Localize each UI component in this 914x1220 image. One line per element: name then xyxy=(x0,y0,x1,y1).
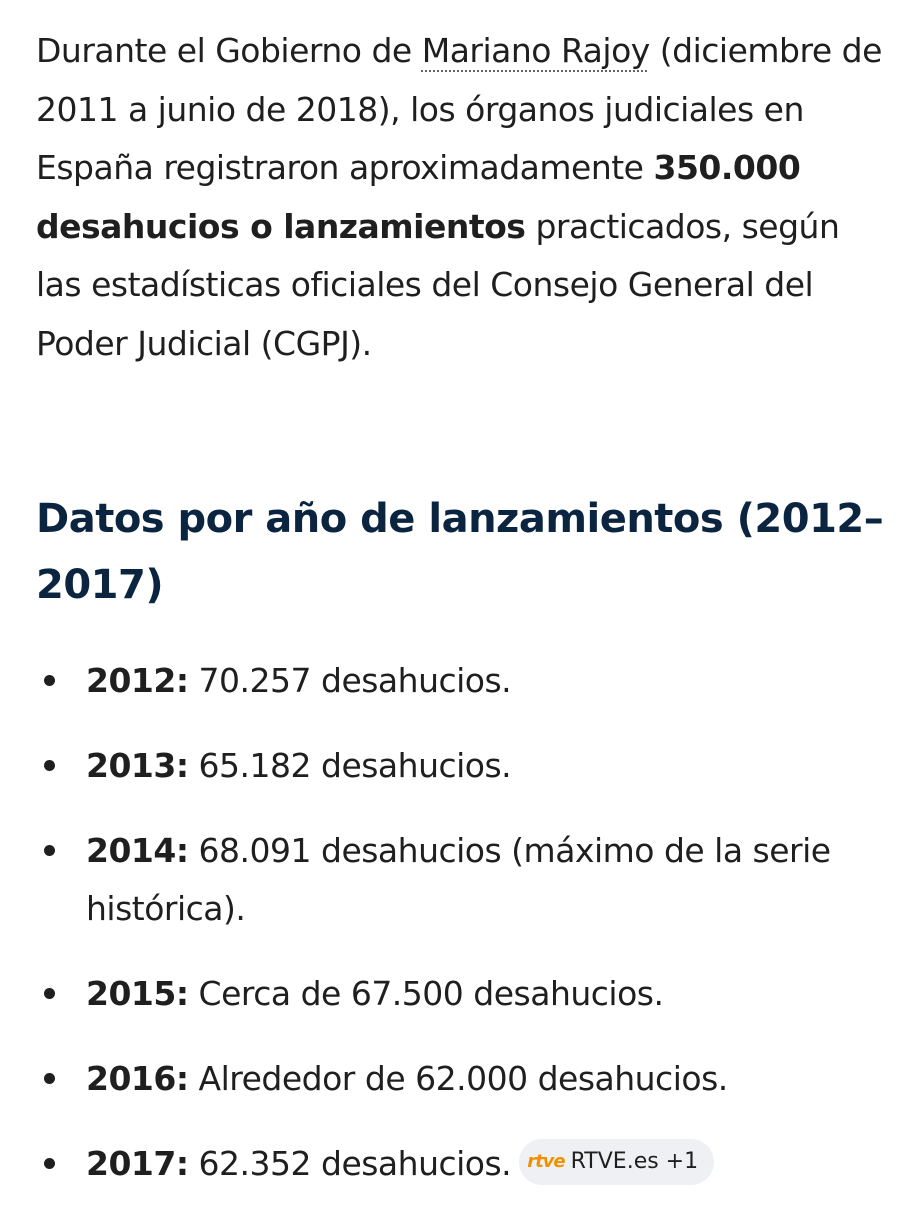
bullet-icon xyxy=(44,1073,55,1084)
bullet-icon xyxy=(44,675,55,686)
answer-content xyxy=(36,22,886,1183)
list-item-text: Cerca de 67.500 desahucios. xyxy=(188,974,664,1013)
intro-text-after-link: (diciembre de 2011 a junio de 2018), los órganos judiciales en España registraron aproximadamente xyxy=(36,31,882,187)
list-item-year: 2015: xyxy=(86,974,189,1013)
source-chip[interactable] xyxy=(519,1139,714,1185)
intro-text-before-link: Durante el Gobierno de xyxy=(36,31,422,70)
list-item-2015 xyxy=(36,965,886,1023)
list-item-text: Alrededor de 62.000 desahucios. xyxy=(188,1059,728,1098)
list-item-year: 2017: xyxy=(86,1144,189,1183)
intro-text-after-bold: practicados, según las estadísticas oficiales del Consejo General del Poder Judicial (CGPJ). xyxy=(36,206,840,363)
rtve-logo-icon: rtve xyxy=(527,1150,565,1172)
yearly-data-list xyxy=(36,652,886,1220)
bullet-icon xyxy=(44,1158,55,1169)
list-item-year: 2013: xyxy=(86,746,189,785)
section-heading: Datos por año de lanzamientos (2012–2017) xyxy=(36,496,884,608)
list-item-2016 xyxy=(36,1050,886,1108)
list-item-2017 xyxy=(36,1135,886,1193)
intro-bold-figure: 350.000 desahucios o lanzamientos xyxy=(36,148,801,246)
mariano-rajoy-link[interactable]: Mariano Rajoy xyxy=(421,31,650,70)
list-item-2014 xyxy=(36,822,886,938)
source-chip-label: RTVE.es +1 xyxy=(570,1148,699,1174)
bullet-icon xyxy=(44,988,55,999)
list-item-text: 70.257 desahucios. xyxy=(188,661,512,700)
list-item-year: 2012: xyxy=(86,661,189,700)
list-item-year: 2016: xyxy=(86,1059,189,1098)
list-item-text: 62.352 desahucios. xyxy=(188,1144,512,1183)
bullet-icon xyxy=(44,845,55,856)
list-item-year: 2014: xyxy=(86,831,189,870)
list-item-text: 65.182 desahucios. xyxy=(188,746,512,785)
list-item-text: 68.091 desahucios (máximo de la serie histórica). xyxy=(86,831,831,928)
bullet-icon xyxy=(44,760,55,771)
list-item-2012 xyxy=(36,652,886,710)
intro-paragraph xyxy=(36,22,886,373)
list-item-2013 xyxy=(36,737,886,795)
